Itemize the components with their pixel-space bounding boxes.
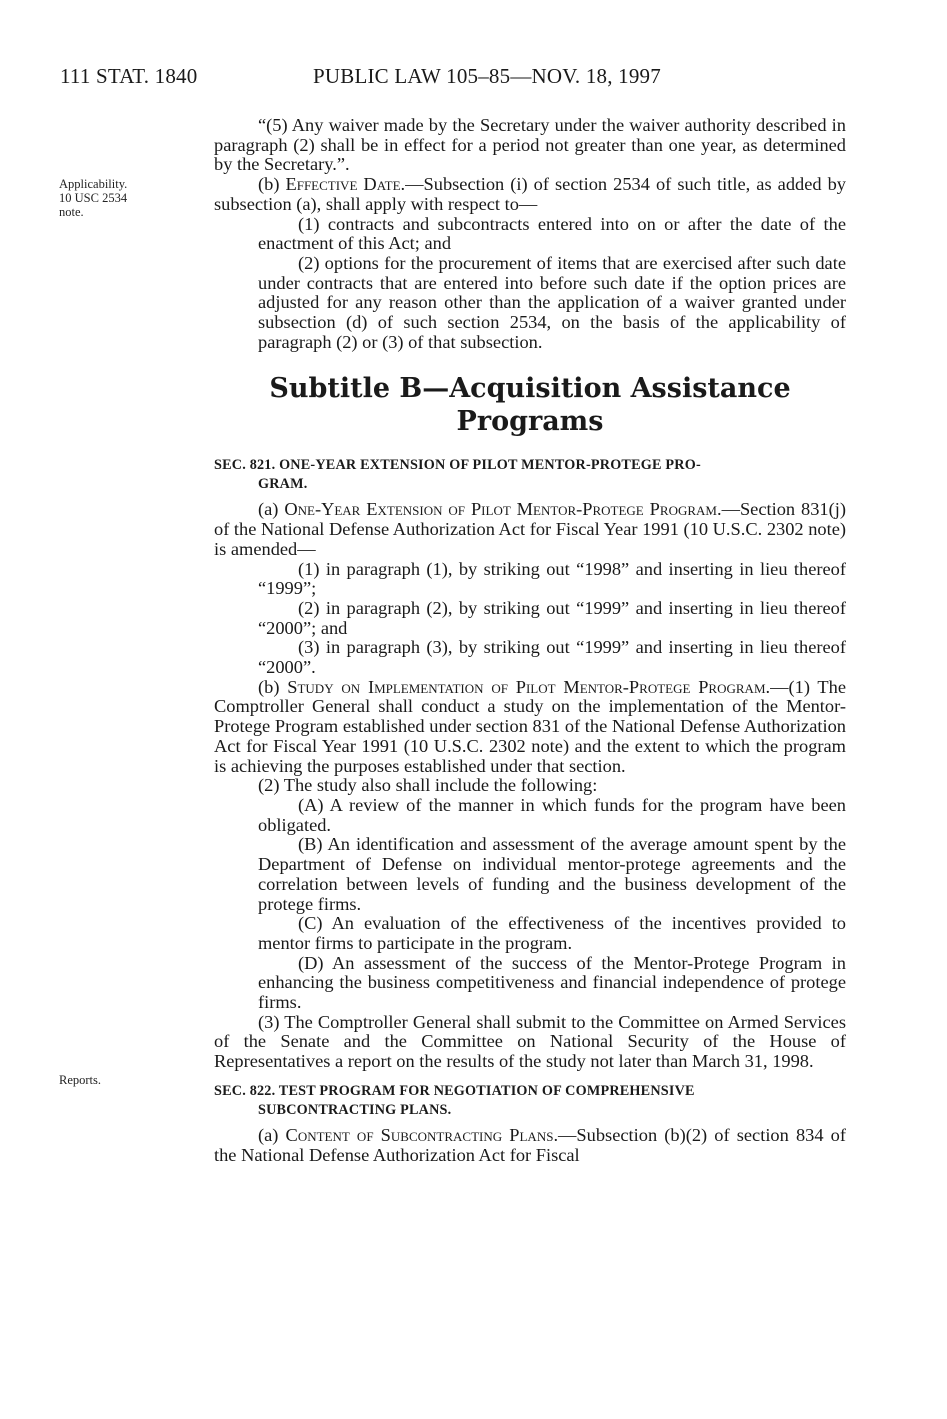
section-822-heading — [214, 1082, 846, 1120]
subsection-heading: Effective Date — [285, 174, 401, 195]
paragraph-821bB: (B) An identification and assessment of the average amount spent by the Department of Defense on individual mentor-protege agreements and the correlation between levels of funding and the business development of the protege firms. — [258, 834, 846, 914]
paragraph-821a2: (2) in paragraph (2), by striking out “1999” and inserting in lieu thereof “2000”; and — [258, 597, 846, 638]
paragraph-821a3: (3) in paragraph (3), by striking out “1999” and inserting in lieu thereof “2000”. — [258, 637, 846, 678]
subsection-label: (a) — [258, 1124, 286, 1145]
paragraph-821bD: (D) An assessment of the success of the Mentor-Protege Program in enhancing the business competitiveness and financial independence of protege firms. — [258, 952, 846, 1013]
subsection-text: .—Subsection (i) of section 2534 of such title, as added by subsection (a), shall apply with respect to— — [214, 174, 846, 214]
paragraph-822a — [214, 1126, 846, 1165]
paragraph-821b3: (3) The Comptroller General shall submit to the Committee on Armed Services of the Senate and the Committee on National Security of the House of Representatives a report on the results of the study not later than March 31, 1998. — [214, 1011, 846, 1072]
section-821-heading — [214, 456, 846, 494]
subsection-label: (b) — [258, 676, 288, 697]
subsection-heading: One-Year Extension of Pilot Mentor-Protege Program — [284, 499, 717, 520]
margin-note-line: note. — [59, 205, 84, 219]
paragraph-821b — [214, 678, 846, 777]
paragraph-effective-date — [214, 175, 846, 214]
paragraph-b2: (2) options for the procurement of items that are exercised after such date under contracts that are entered into before such date if the option prices are adjusted for any reason other than the application of a waiver granted under subsection (d) of such section 2534, on the basis of the applicability of paragraph (2) or (3) of that subsection. — [258, 252, 846, 352]
paragraph-821bA: (A) A review of the manner in which funds for the program have been obligated. — [258, 794, 846, 835]
section-heading-line: SUBCONTRACTING PLANS. — [258, 1101, 452, 1118]
subsection-heading: Content of Subcontracting Plans — [285, 1124, 554, 1145]
subsection-text: .—Subsection (b)(2) of section 834 of the National Defense Authorization Act for Fiscal — [214, 1124, 846, 1165]
subsection-heading: Study on Implementation of Pilot Mentor-Protege Program — [287, 676, 766, 697]
statute-page-number: 111 STAT. 1840 — [60, 64, 198, 88]
section-heading-line: SEC. 822. TEST PROGRAM FOR NEGOTIATION OF COMPREHENSIVE — [214, 1082, 695, 1099]
subsection-label: (b) — [258, 174, 286, 195]
running-head: PUBLIC LAW 105–85—NOV. 18, 1997 — [313, 64, 661, 88]
paragraph-821a1: (1) in paragraph (1), by striking out “1998” and inserting in lieu thereof “1999”; — [258, 558, 846, 599]
margin-note-line: Applicability. — [59, 177, 128, 191]
paragraph-821a — [214, 500, 846, 559]
margin-note-reports: Reports. — [59, 1073, 102, 1087]
subtitle-heading — [214, 372, 846, 438]
margin-note-line: 10 USC 2534 — [59, 191, 128, 205]
subtitle-line: Programs — [456, 406, 604, 438]
subsection-text: .—(1) The Comptroller General shall conduct a study on the implementation of the Mentor-Protege Program established under section 831 of the National Defense Authorization Act for Fiscal Year 1991 (10 U.S.C. 2302 note) and the extent to which the program is achieving the purposes established under that section. — [214, 676, 846, 776]
paragraph-waiver: “(5) Any waiver made by the Secretary under the waiver authority described in paragraph (2) shall be in effect for a period not greater than one year, as determined by the Secretary.”. — [214, 115, 846, 175]
paragraph-821b2: (2) The study also shall include the following: — [258, 775, 598, 796]
margin-note-applicability — [59, 177, 127, 219]
subsection-label: (a) — [258, 499, 285, 520]
paragraph-b1: (1) contracts and subcontracts entered into on or after the date of the enactment of this Act; and — [258, 213, 846, 254]
paragraph-821bC: (C) An evaluation of the effectiveness of the incentives provided to mentor firms to participate in the program. — [258, 913, 846, 953]
subsection-text: .—Section 831(j) of the National Defense Authorization Act for Fiscal Year 1991 (10 U.S.C. 2302 note) is amended— — [214, 499, 846, 559]
document-body — [214, 116, 846, 1165]
subtitle-line: Subtitle B—Acquisition Assistance — [269, 373, 791, 405]
section-heading-line: GRAM. — [258, 476, 308, 493]
section-heading-line: SEC. 821. ONE-YEAR EXTENSION OF PILOT MENTOR-PROTEGE PRO- — [214, 457, 701, 474]
